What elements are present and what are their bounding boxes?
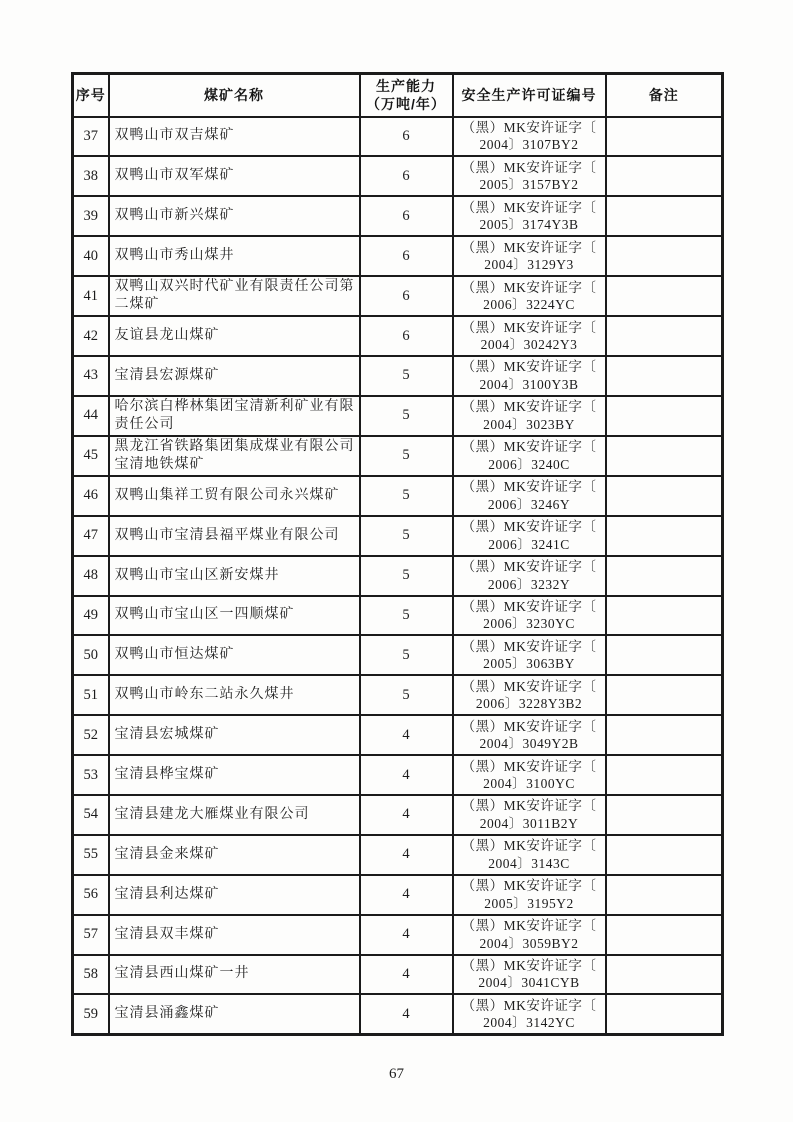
license-cell [453, 476, 606, 516]
header-capacity [360, 74, 453, 117]
header-row [73, 74, 723, 117]
mine-name: 双鸭山市岭东二站永久煤井 [114, 687, 295, 703]
license-line2: 2006〕3232Y [487, 576, 571, 592]
capacity-cell [360, 476, 453, 516]
capacity-value: 5 [402, 686, 410, 703]
license-line1: （黑）MK安许证字〔 [461, 678, 597, 694]
capacity-value: 4 [402, 766, 410, 783]
license-cell [453, 835, 606, 875]
license-line1: （黑）MK安许证字〔 [461, 878, 597, 894]
capacity-cell [360, 755, 453, 795]
remark-cell [606, 356, 723, 396]
mine-name-cell [109, 476, 360, 516]
capacity-value: 4 [402, 926, 410, 943]
serial-number: 59 [83, 1005, 98, 1022]
table-row [73, 675, 723, 715]
license-line1: （黑）MK安许证字〔 [461, 359, 597, 375]
mine-name-cell [109, 196, 360, 236]
capacity-value: 4 [402, 806, 410, 823]
mine-name-cell [109, 356, 360, 396]
remark-cell [606, 994, 723, 1034]
capacity-cell [360, 635, 453, 675]
serial-number: 47 [83, 527, 98, 544]
remark-cell [606, 915, 723, 955]
license-line1: （黑）MK安许证字〔 [461, 399, 597, 415]
serial-number: 37 [83, 127, 98, 144]
capacity-cell [360, 196, 453, 236]
remark-cell [606, 196, 723, 236]
mine-name: 宝清县双丰煤矿 [114, 926, 220, 942]
table-row [73, 276, 723, 316]
remark-cell [606, 316, 723, 356]
capacity-cell [360, 356, 453, 396]
table-row [73, 915, 723, 955]
table-row [73, 596, 723, 636]
license-cell [453, 316, 606, 356]
capacity-cell [360, 556, 453, 596]
table-row [73, 835, 723, 875]
remark-cell [606, 715, 723, 755]
serial-number-cell [73, 635, 109, 675]
remark-cell [606, 276, 723, 316]
license-line1: （黑）MK安许证字〔 [461, 838, 597, 854]
license-cell [453, 516, 606, 556]
mine-name-cell [109, 396, 360, 436]
serial-number: 53 [83, 766, 98, 783]
capacity-value: 4 [402, 846, 410, 863]
serial-number: 51 [83, 686, 98, 703]
license-line1: （黑）MK安许证字〔 [461, 159, 597, 175]
mine-name: 友谊县龙山煤矿 [114, 328, 220, 343]
serial-number: 43 [83, 367, 98, 384]
table-row [73, 556, 723, 596]
license-cell [453, 755, 606, 795]
license-line1: （黑）MK安许证字〔 [461, 279, 597, 295]
capacity-cell [360, 436, 453, 476]
license-line1: （黑）MK安许证字〔 [461, 519, 597, 535]
mine-name: 双鸭山市宝清县福平煤业有限公司 [114, 527, 340, 543]
license-cell [453, 955, 606, 995]
license-line2: 2004〕3129Y3 [484, 257, 574, 273]
license-line2: 2006〕3224YC [483, 297, 575, 313]
table-row [73, 117, 723, 157]
remark-cell [606, 955, 723, 995]
license-line1: （黑）MK安许证字〔 [461, 638, 597, 654]
remark-cell [606, 635, 723, 675]
table-row [73, 955, 723, 995]
mine-name-cell [109, 755, 360, 795]
capacity-cell [360, 316, 453, 356]
capacity-value: 6 [402, 247, 410, 264]
license-line2: 2006〕3246Y [487, 496, 571, 512]
remark-cell [606, 556, 723, 596]
mine-name-cell [109, 516, 360, 556]
serial-number-cell [73, 356, 109, 396]
serial-number: 49 [83, 606, 98, 623]
serial-number-cell [73, 156, 109, 196]
mine-name: 宝清县建龙大雁煤业有限公司 [114, 806, 310, 822]
capacity-value: 4 [402, 965, 410, 982]
license-line2: 2006〕3240C [488, 456, 570, 472]
license-line2: 2004〕3143C [488, 855, 570, 871]
mine-name-cell [109, 835, 360, 875]
table-row [73, 436, 723, 476]
mine-name: 双鸭山双兴时代矿业有限责任公司第二煤矿 [114, 279, 355, 313]
capacity-cell [360, 955, 453, 995]
remark-cell [606, 755, 723, 795]
license-line2: 2004〕3049Y2B [479, 736, 579, 752]
table-row [73, 635, 723, 675]
license-cell [453, 436, 606, 476]
mine-name-cell [109, 795, 360, 835]
serial-number-cell [73, 755, 109, 795]
remark-cell [606, 875, 723, 915]
license-line2: 2005〕3174Y3B [479, 217, 579, 233]
table-body [73, 117, 723, 1035]
mine-name-cell [109, 994, 360, 1034]
mine-name-cell [109, 875, 360, 915]
mine-name: 双鸭山市恒达煤矿 [114, 647, 235, 663]
remark-cell [606, 236, 723, 276]
mine-name: 宝清县桦宝煤矿 [114, 767, 220, 783]
mine-name-cell [109, 236, 360, 276]
capacity-cell [360, 117, 453, 157]
table-row [73, 715, 723, 755]
license-line2: 2004〕3041CYB [478, 975, 580, 991]
capacity-cell [360, 875, 453, 915]
license-line2: 2006〕3228Y3B2 [475, 696, 583, 712]
license-line1: （黑）MK安许证字〔 [461, 997, 597, 1013]
license-line2: 2006〕3230YC [483, 616, 575, 632]
mine-name-cell [109, 915, 360, 955]
license-cell [453, 196, 606, 236]
serial-number: 46 [83, 487, 98, 504]
capacity-cell [360, 596, 453, 636]
serial-number: 44 [83, 407, 98, 424]
capacity-cell [360, 994, 453, 1034]
table-row [73, 236, 723, 276]
mine-name: 宝清县金来煤矿 [114, 846, 220, 862]
serial-number-cell [73, 117, 109, 157]
mine-name: 宝清县宏城煤矿 [114, 727, 220, 743]
mine-name: 双鸭山市双军煤矿 [114, 168, 235, 184]
license-cell [453, 795, 606, 835]
license-cell [453, 156, 606, 196]
license-line2: 2004〕3107BY2 [479, 137, 579, 153]
license-line2: 2004〕30242Y3 [480, 337, 578, 352]
table-row [73, 196, 723, 236]
serial-number: 39 [83, 207, 98, 224]
coal-mine-table [71, 72, 724, 1036]
mine-name-cell [109, 556, 360, 596]
license-line2: 2004〕3059BY2 [479, 935, 579, 951]
capacity-cell [360, 795, 453, 835]
mine-name: 双鸭山市双吉煤矿 [114, 128, 235, 144]
license-cell [453, 675, 606, 715]
license-line1: （黑）MK安许证字〔 [461, 239, 597, 255]
license-line1: （黑）MK安许证字〔 [461, 918, 597, 934]
mine-name: 宝清县涌鑫煤矿 [114, 1006, 220, 1022]
mine-name-cell [109, 436, 360, 476]
serial-number: 57 [83, 926, 98, 943]
remark-cell [606, 117, 723, 157]
remark-cell [606, 835, 723, 875]
table-row [73, 875, 723, 915]
mine-name: 双鸭山集祥工贸有限公司永兴煤矿 [114, 487, 340, 503]
mine-name: 双鸭山市秀山煤井 [114, 248, 235, 264]
header-serial-number: 序号 [73, 74, 109, 117]
capacity-cell [360, 715, 453, 755]
license-cell [453, 556, 606, 596]
capacity-value: 5 [402, 367, 410, 384]
serial-number-cell [73, 316, 109, 356]
capacity-value: 5 [402, 527, 410, 544]
capacity-value: 5 [402, 646, 410, 663]
capacity-value: 6 [402, 327, 410, 344]
serial-number: 54 [83, 806, 98, 823]
header-remark: 备注 [606, 74, 723, 117]
license-line2: 2004〕3142YC [483, 1015, 575, 1031]
remark-cell [606, 156, 723, 196]
table-row [73, 156, 723, 196]
capacity-value: 6 [402, 167, 410, 184]
capacity-cell [360, 675, 453, 715]
table-row [73, 356, 723, 396]
capacity-cell [360, 276, 453, 316]
license-cell [453, 396, 606, 436]
license-cell [453, 276, 606, 316]
license-line2: 2004〕3011B2Y [479, 815, 579, 831]
serial-number-cell [73, 835, 109, 875]
serial-number-cell [73, 675, 109, 715]
capacity-value: 4 [402, 726, 410, 743]
license-line2: 2004〕3100Y3B [479, 376, 579, 392]
serial-number: 55 [83, 846, 98, 863]
license-line1: （黑）MK安许证字〔 [461, 439, 597, 455]
table-row [73, 516, 723, 556]
capacity-value: 4 [402, 886, 410, 903]
table-row [73, 795, 723, 835]
license-line2: 2004〕3100YC [483, 776, 575, 792]
mine-name: 双鸭山市宝山区新安煤井 [114, 567, 280, 583]
capacity-value: 4 [402, 1005, 410, 1022]
capacity-value: 5 [402, 447, 410, 464]
remark-cell [606, 396, 723, 436]
capacity-value: 5 [402, 567, 410, 584]
serial-number-cell [73, 236, 109, 276]
serial-number: 56 [83, 886, 98, 903]
table-row [73, 755, 723, 795]
remark-cell [606, 596, 723, 636]
license-cell [453, 236, 606, 276]
capacity-cell [360, 156, 453, 196]
capacity-value: 5 [402, 487, 410, 504]
header-mine-name: 煤矿名称 [109, 74, 360, 117]
serial-number-cell [73, 994, 109, 1034]
serial-number-cell [73, 276, 109, 316]
serial-number: 38 [83, 167, 98, 184]
remark-cell [606, 516, 723, 556]
capacity-cell [360, 915, 453, 955]
mine-name-cell [109, 955, 360, 995]
table-row [73, 316, 723, 356]
license-cell [453, 596, 606, 636]
remark-cell [606, 436, 723, 476]
capacity-cell [360, 835, 453, 875]
capacity-cell [360, 396, 453, 436]
serial-number-cell [73, 196, 109, 236]
license-line1: （黑）MK安许证字〔 [461, 559, 597, 575]
header-capacity-line2: （万吨/年） [366, 96, 446, 113]
mine-name: 宝清县利达煤矿 [114, 886, 220, 902]
remark-cell [606, 476, 723, 516]
serial-number-cell [73, 436, 109, 476]
serial-number: 52 [83, 726, 98, 743]
serial-number-cell [73, 955, 109, 995]
license-cell [453, 994, 606, 1034]
mine-name: 黑龙江省铁路集团集成煤业有限公司宝清地铁煤矿 [114, 438, 355, 472]
capacity-value: 5 [402, 407, 410, 424]
serial-number-cell [73, 795, 109, 835]
license-cell [453, 635, 606, 675]
serial-number: 58 [83, 965, 98, 982]
serial-number-cell [73, 556, 109, 596]
license-line1: （黑）MK安许证字〔 [461, 598, 597, 614]
mine-name: 宝清县宏源煤矿 [114, 367, 220, 383]
table-row [73, 994, 723, 1034]
license-cell [453, 117, 606, 157]
serial-number-cell [73, 715, 109, 755]
serial-number-cell [73, 915, 109, 955]
serial-number-cell [73, 476, 109, 516]
serial-number-cell [73, 596, 109, 636]
license-line2: 2005〕3063BY [483, 656, 575, 672]
mine-name-cell [109, 635, 360, 675]
mine-name-cell [109, 675, 360, 715]
mine-name-cell [109, 715, 360, 755]
license-line2: 2005〕3157BY2 [479, 177, 579, 193]
license-line1: （黑）MK安许证字〔 [461, 199, 597, 215]
mine-name: 哈尔滨白桦林集团宝清新利矿业有限责任公司 [114, 398, 355, 432]
license-cell [453, 356, 606, 396]
license-line1: （黑）MK安许证字〔 [461, 479, 597, 495]
license-cell [453, 915, 606, 955]
capacity-cell [360, 516, 453, 556]
header-license-number: 安全生产许可证编号 [453, 74, 606, 117]
license-line1: （黑）MK安许证字〔 [461, 758, 597, 774]
capacity-value: 6 [402, 207, 410, 224]
mine-name-cell [109, 596, 360, 636]
capacity-value: 5 [402, 606, 410, 623]
capacity-cell [360, 236, 453, 276]
license-line1: （黑）MK安许证字〔 [461, 957, 597, 973]
table-row [73, 476, 723, 516]
serial-number: 40 [83, 247, 98, 264]
serial-number: 42 [83, 327, 98, 344]
serial-number: 45 [83, 447, 98, 464]
mine-name-cell [109, 156, 360, 196]
license-cell [453, 875, 606, 915]
mine-name: 双鸭山市新兴煤矿 [114, 208, 235, 224]
serial-number: 50 [83, 646, 98, 663]
mine-name-cell [109, 276, 360, 316]
license-line1: （黑）MK安许证字〔 [461, 319, 597, 335]
license-line2: 2004〕3023BY [483, 416, 575, 432]
license-line2: 2005〕3195Y2 [484, 895, 574, 911]
license-line1: （黑）MK安许证字〔 [461, 119, 597, 135]
table-row [73, 396, 723, 436]
mine-name: 双鸭山市宝山区一四顺煤矿 [114, 607, 295, 623]
license-line1: （黑）MK安许证字〔 [461, 798, 597, 814]
license-line1: （黑）MK安许证字〔 [461, 718, 597, 734]
serial-number-cell [73, 516, 109, 556]
capacity-value: 6 [402, 127, 410, 144]
mine-name-cell [109, 316, 360, 356]
mine-name-cell [109, 117, 360, 157]
serial-number-cell [73, 875, 109, 915]
remark-cell [606, 675, 723, 715]
license-line2: 2006〕3241C [488, 536, 570, 552]
capacity-value: 6 [402, 287, 410, 304]
header-capacity-line1: 生产能力 [376, 78, 436, 95]
serial-number: 41 [83, 287, 98, 304]
license-cell [453, 715, 606, 755]
table-header [73, 74, 723, 117]
remark-cell [606, 795, 723, 835]
serial-number-cell [73, 396, 109, 436]
mine-name: 宝清县西山煤矿一井 [114, 966, 250, 982]
serial-number: 48 [83, 567, 98, 584]
page-number: 67 [389, 1066, 404, 1082]
